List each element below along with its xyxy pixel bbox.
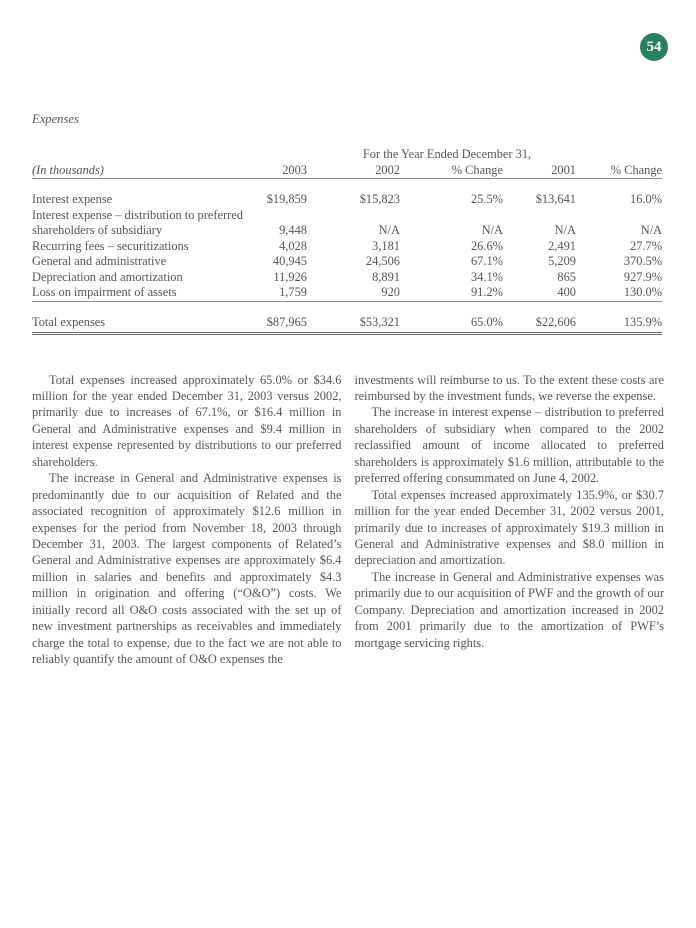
- body-column-left: [32, 372, 342, 668]
- table-row: [32, 254, 662, 270]
- row-value: $19,859: [266, 192, 307, 206]
- row-value: 920: [307, 285, 400, 301]
- row-label: shareholders of subsidiary: [32, 223, 163, 237]
- row-value: 927.9%: [623, 269, 663, 284]
- column-header-2002: 2002: [307, 163, 400, 179]
- table-row: [32, 208, 662, 224]
- total-value-pct-2: 135.9%: [576, 315, 662, 334]
- row-value: 865: [557, 269, 576, 284]
- row-label: Recurring fees – securitizations: [32, 238, 189, 253]
- row-label: Depreciation and amortization: [32, 269, 183, 284]
- row-value: 400: [503, 285, 576, 301]
- column-header-2003: 2003: [232, 163, 307, 179]
- body-text: [32, 372, 664, 668]
- table-header-row: [32, 163, 662, 179]
- row-value: [232, 208, 307, 224]
- total-value-2001: $22,606: [503, 315, 576, 334]
- paragraph: The increase in General and Administrative expenses was primarily due to our acquisition of PWF and the growth of our Company. Depreciation and amortization increased in 2002 from 2001 primarily due to the amortization of PWF’s mortgage servicing rights.: [354, 569, 664, 650]
- header-spacer-row: [32, 179, 662, 193]
- row-value: N/A: [378, 223, 400, 237]
- body-column-right: [355, 372, 665, 668]
- row-label: Interest expense: [32, 192, 113, 206]
- table-caption: For the Year Ended December 31,: [362, 147, 532, 161]
- column-header-pct-change-2: % Change: [576, 163, 662, 179]
- total-row-label: Total expenses: [32, 315, 232, 334]
- row-value: 25.5%: [470, 192, 503, 206]
- paragraph: Total expenses increased approximately 135.9%, or $30.7 million for the year ended December 31, 2002 versus 2001, primarily due to increases of approximately $19.3 million in General and Administrative expenses and $8.0 million in depreciation and amortization.: [354, 487, 664, 568]
- section-title: Expenses: [32, 112, 79, 126]
- row-value: 2,491: [548, 238, 576, 253]
- expenses-table-rows: [32, 192, 662, 301]
- row-value: 67.1%: [470, 254, 503, 268]
- caption-spacer: [32, 147, 232, 163]
- paragraph: The increase in interest expense – distribution to preferred shareholders of subsidiary when compared to the 2002 reclassified amount of income allocated to preferred shareholders is approximately $1.6 million, attributable to the preferred offering consummated on June 4, 2002.: [354, 405, 664, 486]
- row-value: [307, 208, 400, 224]
- row-value: 4,028: [279, 238, 307, 253]
- row-value: 130.0%: [576, 285, 662, 301]
- row-value: 370.5%: [623, 254, 663, 268]
- table-row: [32, 223, 662, 239]
- row-value: 16.0%: [630, 192, 663, 206]
- row-value: 9,448: [279, 223, 307, 237]
- table-row: [32, 285, 662, 301]
- total-value-2002: $53,321: [307, 315, 400, 334]
- column-header-pct-change-1: % Change: [400, 163, 503, 179]
- table-caption-row: [32, 147, 662, 163]
- row-value: $15,823: [359, 192, 400, 206]
- table-row: [32, 239, 662, 255]
- row-value: 27.7%: [630, 238, 663, 253]
- column-header-2001: 2001: [503, 163, 576, 179]
- row-value: 1,759: [232, 285, 307, 301]
- paragraph: Total expenses increased approximately 65.0% or $34.6 million for the year ended December 31, 2003 versus 2002, primarily due to increases of 67.1%, or $16.4 million in General and Administrative expenses and $9.4 million in interest expense represented by distributions to our preferred shareholders.: [32, 372, 342, 469]
- paragraph: investments will reimburse to us. To the extent these costs are reimbursed by the investment funds, we reverse the expense.: [354, 372, 664, 403]
- row-value: N/A: [640, 223, 663, 237]
- row-value: 91.2%: [400, 285, 503, 301]
- row-label: Interest expense – distribution to preferred: [32, 207, 243, 222]
- table-row: [32, 270, 662, 286]
- row-value: 26.6%: [470, 238, 503, 253]
- row-label: Loss on impairment of assets: [32, 285, 232, 301]
- row-value: 24,506: [365, 254, 400, 268]
- paragraph: The increase in General and Administrative expenses is predominantly due to our acquisition of Related and the associated recognition of approximately $12.6 million in expenses for the period from November 18, 2003 through December 31, 2003. The largest components of Related’s General and Administrative expenses are approximately $6.4 million in salaries and benefits and approximately $4.3 million in origination and offering (“O&O”) costs. We initially record all O&O costs associated with the set up of new investment partnerships as receivables and immediately charge the total to expense, due to the fact we are not able to reliably quantify the amount of O&O expenses the: [32, 471, 342, 667]
- table-row: [32, 192, 662, 208]
- total-value-pct-1: 65.0%: [400, 315, 503, 334]
- row-value: 11,926: [273, 269, 307, 284]
- row-value: N/A: [554, 223, 576, 237]
- row-value: 5,209: [548, 254, 576, 268]
- expenses-table: [32, 147, 662, 335]
- total-expenses-row: [32, 315, 662, 334]
- pre-total-spacer-row: [32, 301, 662, 315]
- row-value: 34.1%: [470, 269, 503, 284]
- row-value: [576, 208, 662, 224]
- row-value: 40,945: [272, 254, 307, 268]
- page-content: [32, 112, 664, 668]
- row-value: [400, 208, 503, 224]
- row-value: 3,181: [372, 238, 400, 253]
- column-header-units: (In thousands): [32, 163, 232, 179]
- row-value: N/A: [481, 223, 503, 237]
- page-number-badge: 54: [640, 33, 668, 61]
- row-value: 8,891: [372, 269, 400, 284]
- row-value: $13,641: [535, 192, 576, 206]
- total-value-2003: $87,965: [232, 315, 307, 334]
- row-value: [503, 208, 576, 224]
- row-label: General and administrative: [32, 254, 167, 268]
